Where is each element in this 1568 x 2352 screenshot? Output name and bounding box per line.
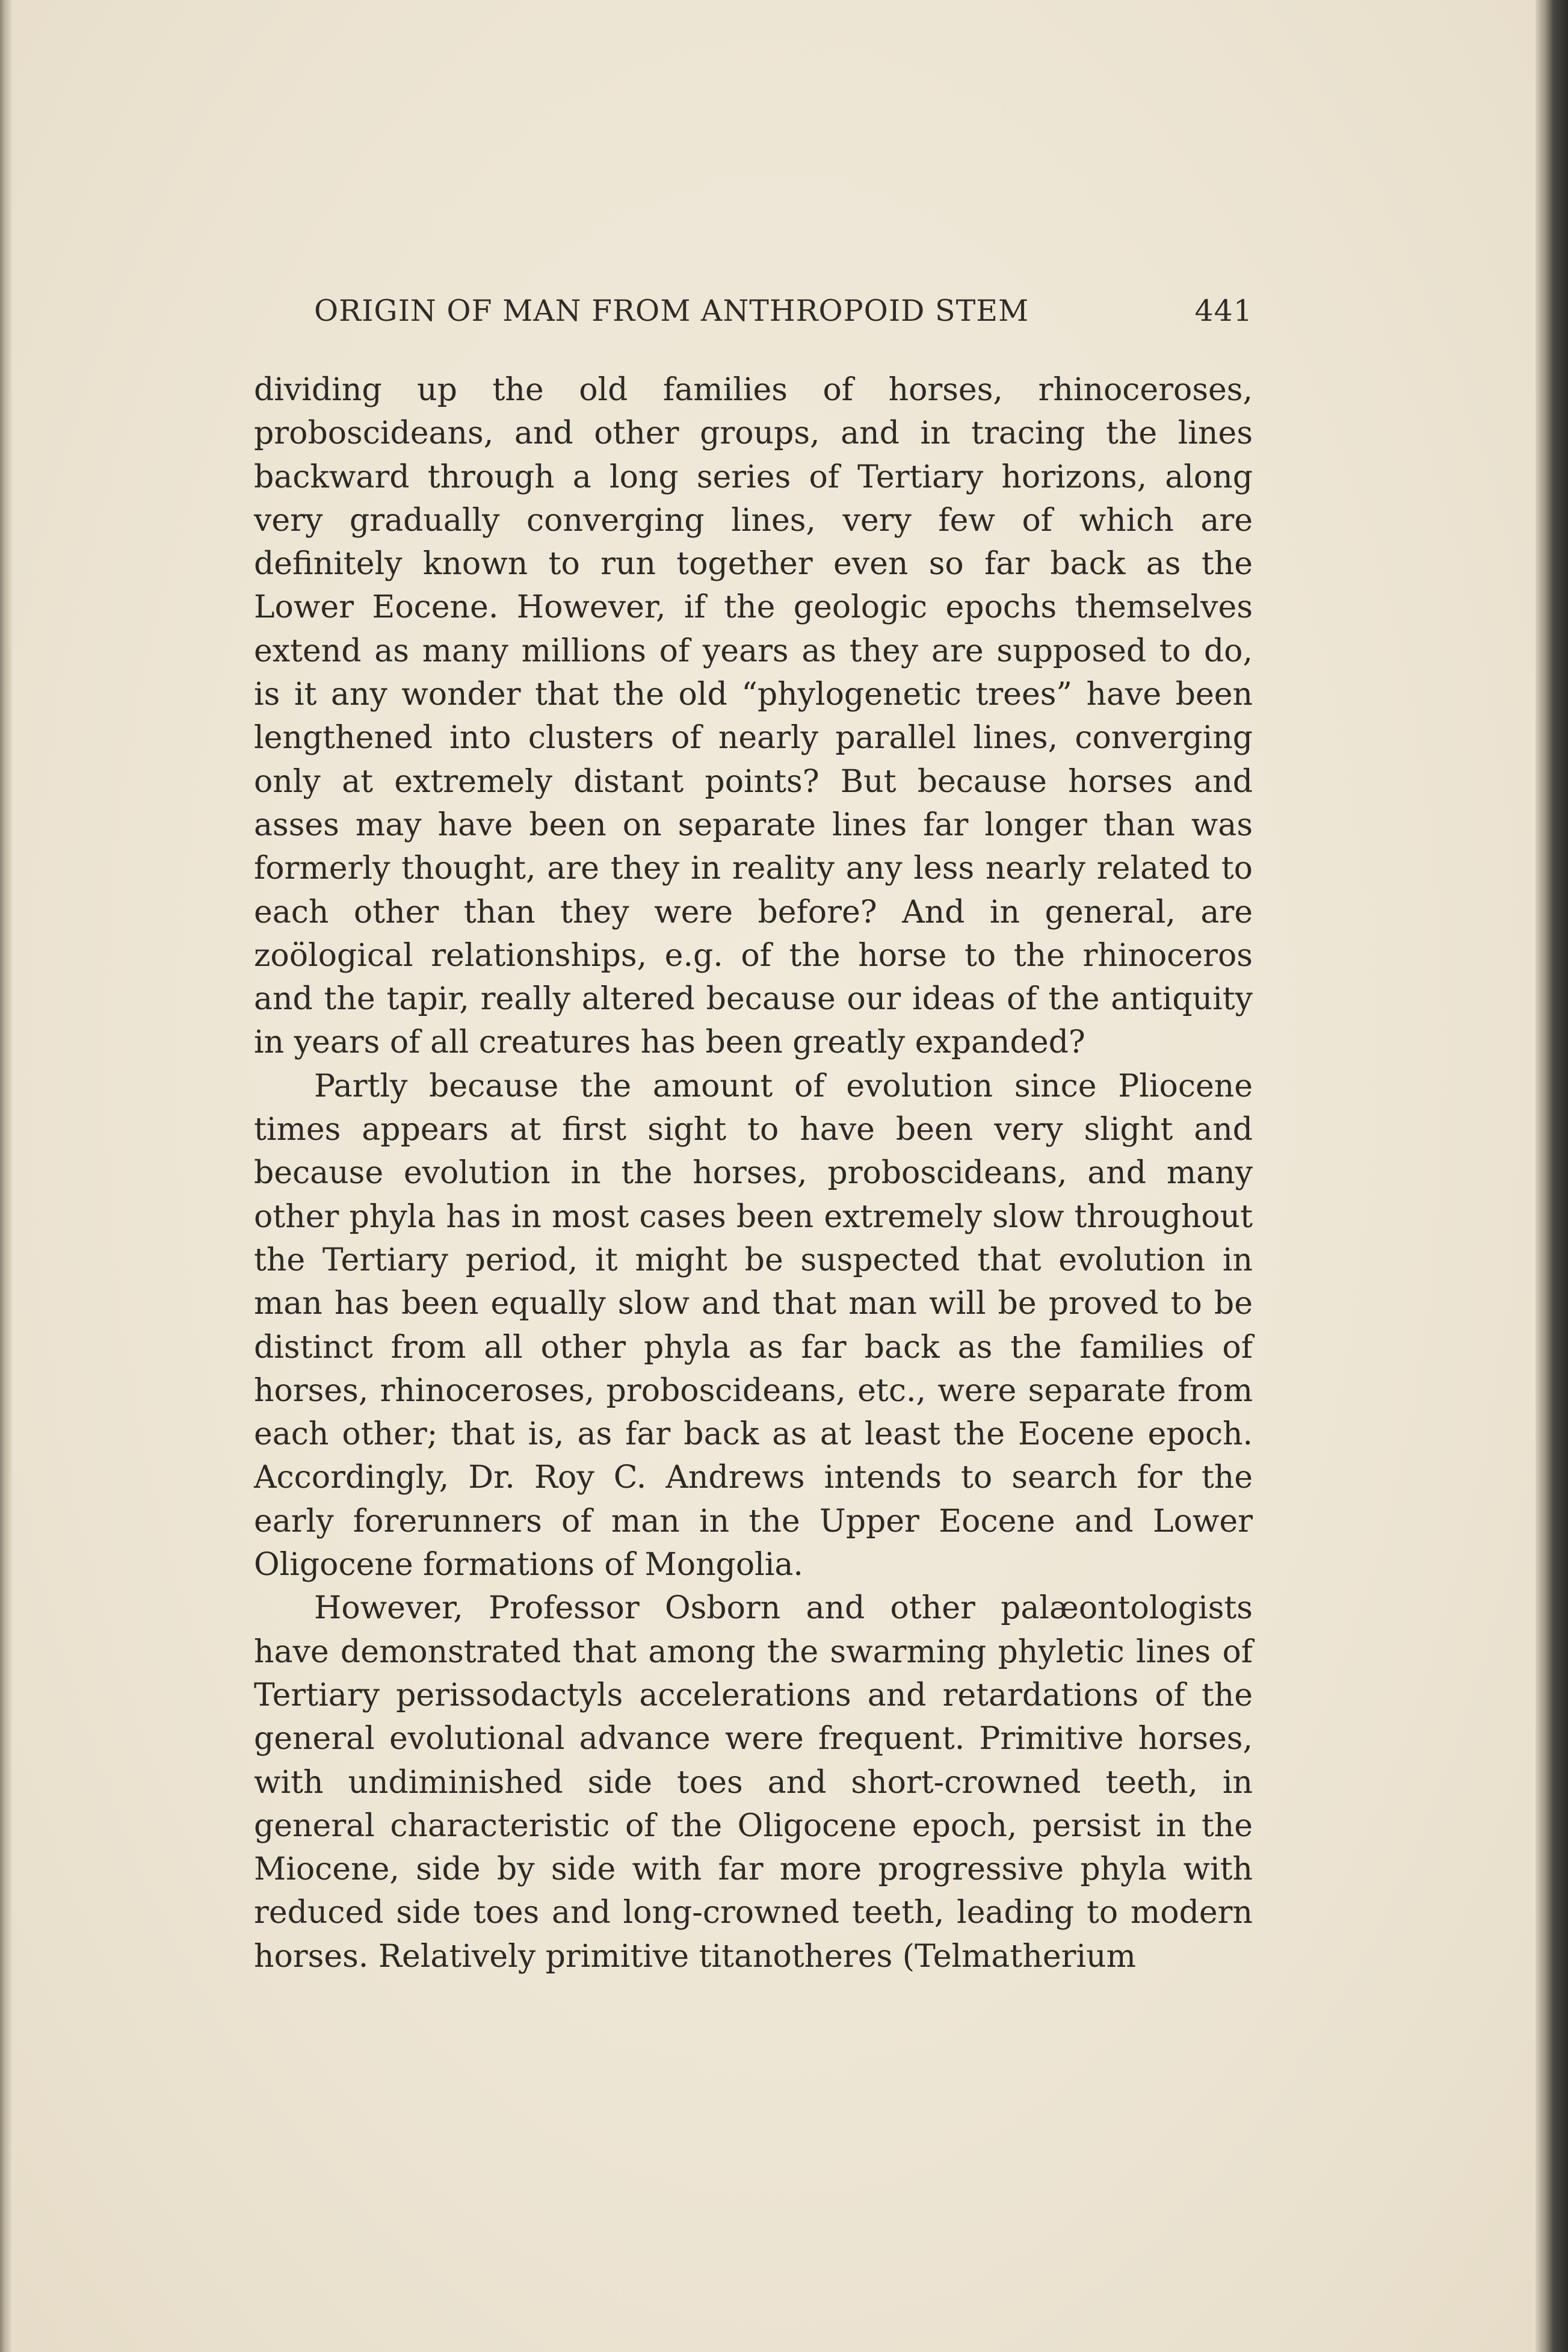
running-title: ORIGIN OF MAN FROM ANTHROPOID STEM xyxy=(314,294,1029,328)
page-number: 441 xyxy=(1194,294,1253,328)
paragraph-3: However, Professor Osborn and other palæontologists have demonstrated that among the swarming phyletic lines of Tertiary perissodactyls accelerations and retardations of the general evolutional advance were frequent. Primitive horses, with undiminished side toes and short-crowned teeth, in general characteristic of the Oligocene epoch, persist in the Miocene, side by side with far more progressive phyla with reduced side toes and long-crowned teeth, leading to modern horses. Relatively primitive titanotheres (Telmatherium xyxy=(254,1590,1253,1975)
book-page xyxy=(13,0,1536,2352)
body-text xyxy=(254,368,1253,1978)
paragraph-2: Partly because the amount of evolution since Pliocene times appears at first sight to have been very slight and because evolution in the horses, proboscideans, and many other phyla has in most cases been extremely slow throughout the Tertiary period, it might be suspected that evolution in man has been equally slow and that man will be proved to be distinct from all other phyla as far back as the families of horses, rhinoceroses, proboscideans, etc., were separate from each other; that is, as far back as at least the Eocene epoch. Accordingly, Dr. Roy C. Andrews intends to search for the early forerunners of man in the Upper Eocene and Lower Oligocene formations of Mongolia. xyxy=(254,1068,1253,1583)
binding-edge xyxy=(0,0,13,2352)
page-edge-shadow xyxy=(1536,0,1568,2352)
running-header xyxy=(254,294,1253,342)
paragraph-1: dividing up the old families of horses, rhinoceroses, proboscideans, and other groups, and in tracing the lines backward through a long series of Tertiary horizons, along very gradually converging lines, very few of which are definitely known to run together even so far back as the Lower Eocene. However, if the geologic epochs themselves extend as many millions of years as they are supposed to do, is it any wonder that the old “phylogenetic trees” have been lengthened into clusters of nearly parallel lines, converging only at extremely distant points? But because horses and asses may have been on separate lines far longer than was formerly thought, are they in reality any less nearly related to each other than they were before? And in general, are zoölogical relationships, e.g. of the horse to the rhinoceros and the tapir, really altered because our ideas of the antiquity in years of all creatures has been greatly expanded? xyxy=(254,372,1253,1061)
